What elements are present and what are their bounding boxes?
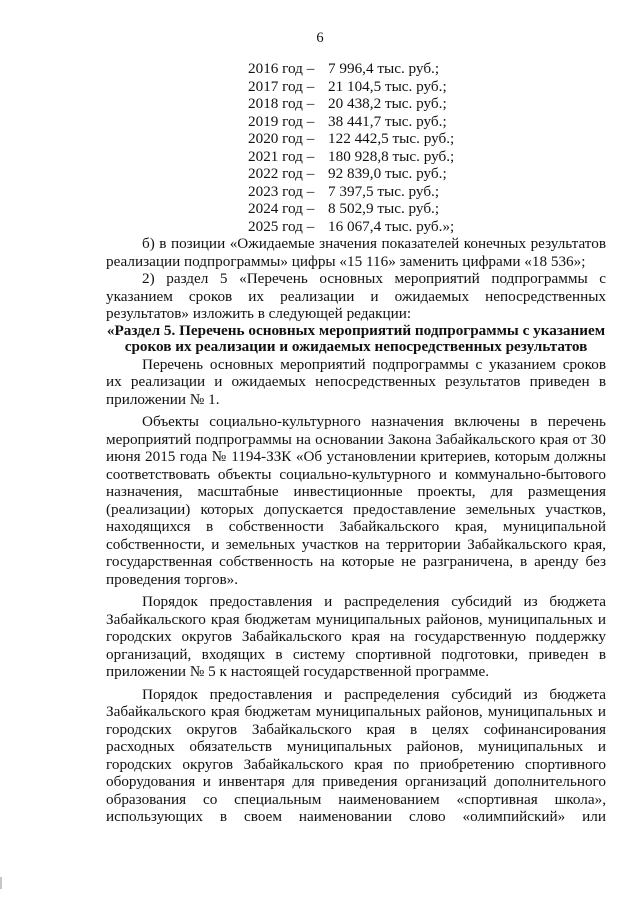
- amendment-item-2: 2) раздел 5 «Перечень основных мероприятий подпрограммы с указанием сроков их реализации и ожидаемых непосредственных результатов» изложить в следующей редакции:: [106, 270, 606, 322]
- amendment-item-b: б) в позиции «Ожидаемые значения показателей конечных результатов реализации подпрограммы» цифры «15 116» заменить цифрами «18 536»;: [106, 235, 606, 270]
- funding-amount: 38 441,7 тыс. руб.;: [328, 112, 447, 130]
- scan-edge-mark: [0, 877, 2, 889]
- funding-list: [248, 60, 454, 235]
- funding-amount: 180 928,8 тыс. руб.;: [328, 147, 455, 165]
- funding-amount: 92 839,0 тыс. руб.;: [328, 165, 447, 182]
- funding-year: 2023 год –: [248, 182, 315, 200]
- funding-year: 2021 год –: [248, 147, 315, 165]
- paragraph-subsidies-sport-training: Порядок предоставления и распределения субсидий из бюджета Забайкальского края бюджетам муниципальных районов, муниципальных и городских округов Забайкальского края на государственную поддержку организаций, входящих в систему спортивной подготовки, приведен в приложении № 5 к настоящей государственной программе.: [106, 593, 606, 680]
- funding-year: 2024 год –: [248, 200, 315, 217]
- funding-amount: 20 438,2 тыс. руб.;: [328, 95, 447, 112]
- funding-amount: 16 067,4 тыс. руб.»;: [328, 217, 455, 235]
- funding-year: 2020 год –: [248, 130, 315, 147]
- funding-row: [248, 148, 454, 166]
- funding-amount: 21 104,5 тыс. руб.;: [328, 77, 447, 95]
- funding-row: [248, 95, 454, 113]
- page-number: 6: [316, 30, 324, 46]
- paragraph-measures-list: Перечень основных мероприятий подпрограммы с указанием сроков их реализации и ожидаемых непосредственных результатов приведен в приложении № 1.: [106, 355, 606, 408]
- funding-row: [248, 78, 454, 96]
- section-heading: «Раздел 5. Перечень основных мероприятий подпрограммы с указанием сроков их реализации и ожидаемых непосредственных результатов: [106, 321, 606, 355]
- funding-amount: 7 996,4 тыс. руб.;: [328, 60, 440, 77]
- funding-amount: 7 397,5 тыс. руб.;: [328, 182, 440, 200]
- funding-row: [248, 165, 454, 183]
- funding-row: [248, 60, 454, 78]
- funding-amount: 8 502,9 тыс. руб.;: [328, 200, 440, 217]
- funding-year: 2018 год –: [248, 95, 315, 112]
- funding-year: 2016 год –: [248, 60, 315, 77]
- funding-year: 2025 год –: [248, 217, 315, 235]
- funding-year: 2017 год –: [248, 77, 315, 95]
- funding-amount: 122 442,5 тыс. руб.;: [328, 130, 455, 147]
- funding-row: [248, 130, 454, 148]
- funding-row: [248, 113, 454, 131]
- funding-row: [248, 183, 454, 201]
- funding-row: [248, 200, 454, 218]
- funding-year: 2019 год –: [248, 112, 315, 130]
- paragraph-social-objects: Объекты социально-культурного назначения включены в перечень мероприятий подпрограммы на основании Закона Забайкальского края от 30 июня 2015 года № 1194-ЗЗК «Об установлении критериев, которым должны соответствовать объекты социально-культурного и коммунально-бытового назначения, масштабные инвестиционные проекты, для размещения (реализации) которых допускается предоставление земельных участков, находящихся в собственности Забайкальского края, муниципальной собственности, и земельных участков на территории Забайкальского края, государственная собственность на которые не разграничена, в аренду без проведения торгов».: [106, 413, 606, 588]
- document-body: [106, 235, 606, 826]
- funding-row: [248, 218, 454, 236]
- funding-year: 2022 год –: [248, 165, 315, 182]
- paragraph-subsidies-equipment: Порядок предоставления и распределения субсидий из бюджета Забайкальского края бюджетам муниципальных районов, муниципальных и городских округов Забайкальского края в целях софинансирования расходных обязательств муниципальных районов, муниципальных и городских округов Забайкальского края по приобретению спортивного оборудования и инвентаря для приведения организаций дополнительного образования со специальным наименованием «спортивная школа», использующих в своем наименовании слово «олимпийский» или: [106, 685, 606, 825]
